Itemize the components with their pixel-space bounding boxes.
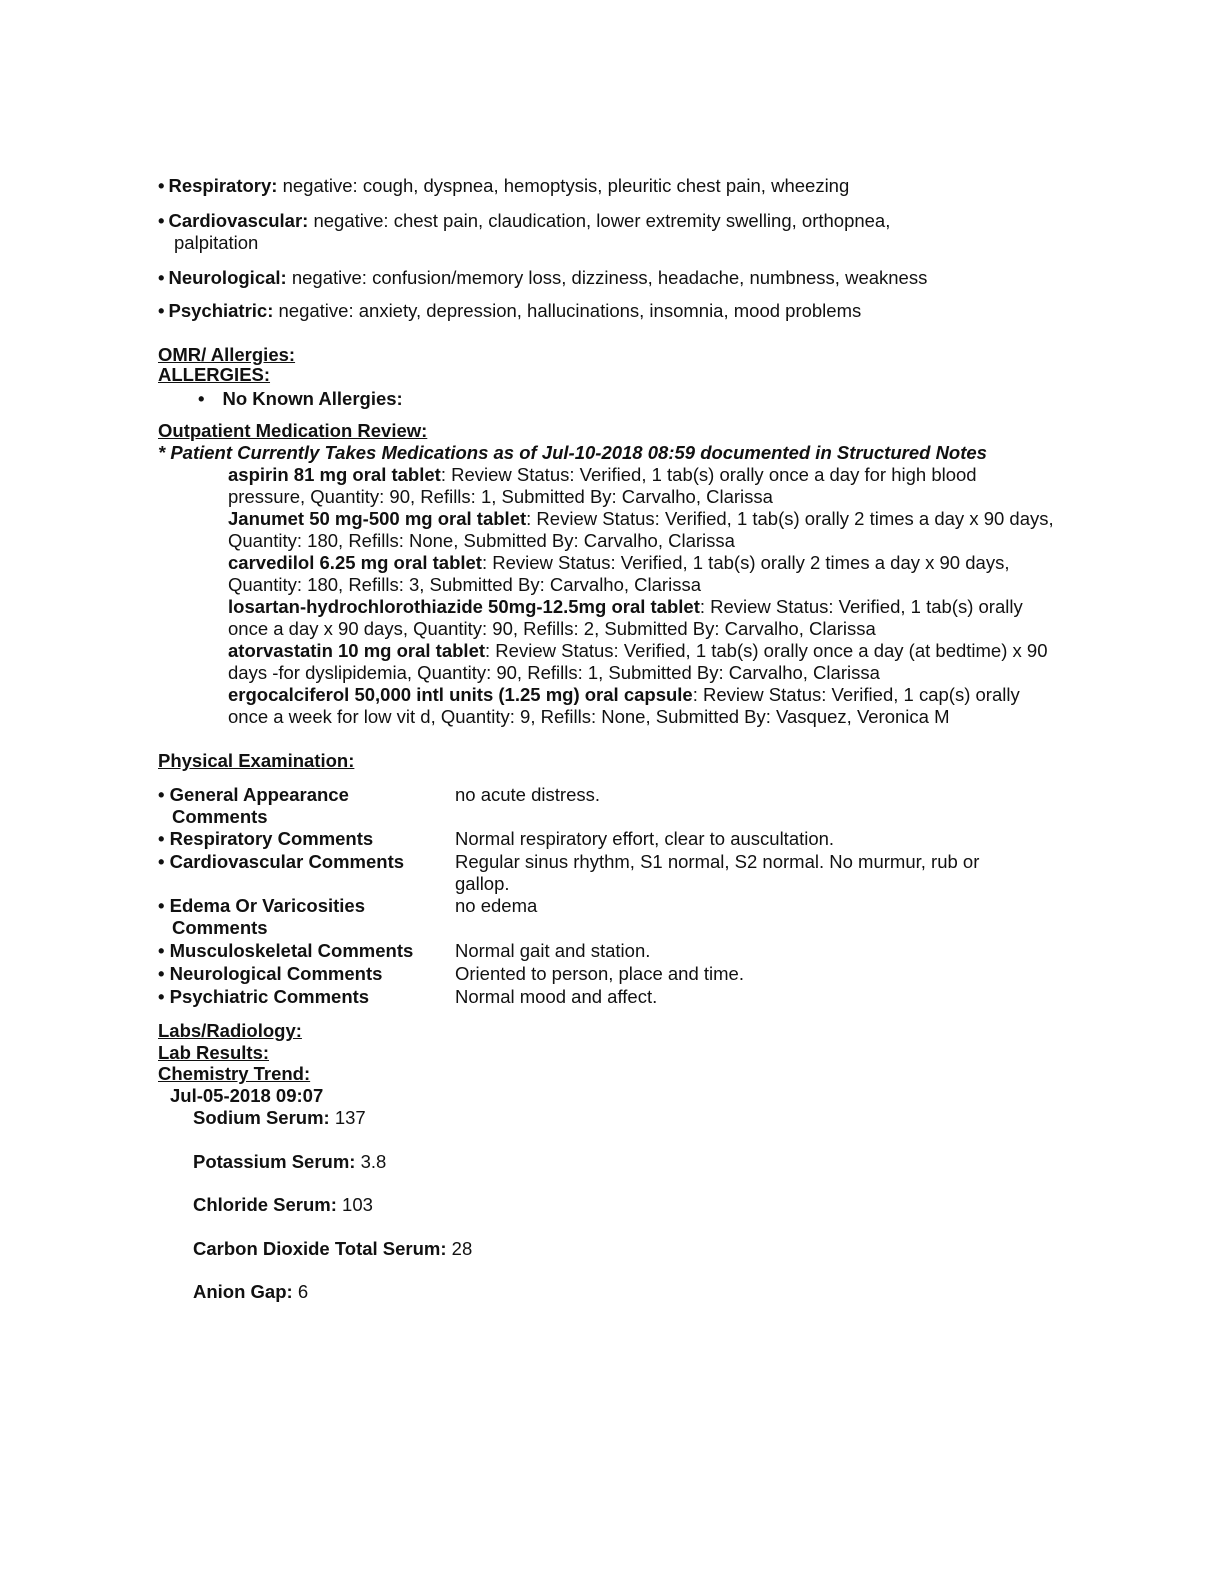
exam-value: no edema xyxy=(455,895,538,916)
medication-details: : Review Status: Verified, 1 tab(s) orally once a day (at bedtime) x 90 days -for dyslipidemia, Quantity: 90, Refills: 1, Submitted By: Carvalho, Clarissa xyxy=(228,640,1048,683)
medication-details: : Review Status: Verified, 1 tab(s) orally once a day for high blood pressure, Quantity: 90, Refills: 1, Submitted By: Carvalho, Clarissa xyxy=(228,464,977,507)
chemistry-trend-title: Chemistry Trend: xyxy=(158,1063,311,1084)
medication-name: Janumet 50 mg-500 mg oral tablet xyxy=(228,508,527,529)
exam-label: • Edema Or Varicosities Comments xyxy=(158,895,366,938)
medication-item xyxy=(228,464,1058,508)
medication-item xyxy=(228,640,1058,684)
ros-label: Neurological: xyxy=(168,267,287,288)
exam-value: Normal gait and station. xyxy=(455,940,651,961)
allergy-item-text: No Known Allergies: xyxy=(222,388,403,409)
ros-text: negative: cough, dyspnea, hemoptysis, pleuritic chest pain, wheezing xyxy=(277,175,850,196)
exam-value: Regular sinus rhythm, S1 normal, S2 normal. No murmur, rub or gallop. xyxy=(455,851,980,894)
medication-section-title: Outpatient Medication Review: xyxy=(158,420,428,441)
medication-details: : Review Status: Verified, 1 tab(s) orally 2 times a day x 90 days, Quantity: 180, Refills: 3, Submitted By: Carvalho, Clarissa xyxy=(228,552,1010,595)
allergies-subtitle: ALLERGIES: xyxy=(158,364,271,385)
medication-details: : Review Status: Verified, 1 cap(s) orally once a week for low vit d, Quantity: 9, Refills: None, Submitted By: Vasquez, Veronica M xyxy=(228,684,1020,727)
ros-neurological: • Neurological: negative: confusion/memory loss, dizziness, headache, numbness, weakness xyxy=(158,267,928,288)
medication-list xyxy=(228,464,1058,728)
allergies-section-title: OMR/ Allergies: xyxy=(158,344,296,365)
lab-date: Jul-05-2018 09:07 xyxy=(170,1085,324,1106)
ros-label: Respiratory: xyxy=(168,175,278,196)
exam-label: • Cardiovascular Comments xyxy=(158,851,405,872)
medication-name: aspirin 81 mg oral tablet xyxy=(228,464,441,485)
ros-text: negative: anxiety, depression, hallucinations, insomnia, mood problems xyxy=(273,300,862,321)
lab-results-title: Lab Results: xyxy=(158,1042,270,1063)
medication-name: losartan-hydrochlorothiazide 50mg-12.5mg oral tablet xyxy=(228,596,700,617)
exam-value: no acute distress. xyxy=(455,784,600,805)
ros-text: negative: confusion/memory loss, dizziness, headache, numbness, weakness xyxy=(286,267,928,288)
ros-label: Psychiatric: xyxy=(168,300,274,321)
lab-result-potassium: Potassium Serum: 3.8 xyxy=(193,1151,387,1172)
allergy-item: • No Known Allergies: xyxy=(198,388,403,409)
medication-name: atorvastatin 10 mg oral tablet xyxy=(228,640,486,661)
medication-name: carvedilol 6.25 mg oral tablet xyxy=(228,552,482,573)
ros-text: negative: chest pain, claudication, lower extremity swelling, orthopnea, xyxy=(308,210,891,231)
medication-details: : Review Status: Verified, 1 tab(s) orally once a day x 90 days, Quantity: 90, Refills: 2, Submitted By: Carvalho, Clarissa xyxy=(228,596,1023,639)
medication-note: * Patient Currently Takes Medications as of Jul-10-2018 08:59 documented in Structured Notes xyxy=(158,442,987,463)
lab-result-chloride: Chloride Serum: 103 xyxy=(193,1194,373,1215)
exam-label: • General Appearance Comments xyxy=(158,784,349,827)
exam-value: Oriented to person, place and time. xyxy=(455,963,744,984)
medication-item xyxy=(228,596,1058,640)
exam-label: • Respiratory Comments xyxy=(158,828,374,849)
exam-label: • Musculoskeletal Comments xyxy=(158,940,414,961)
physical-exam-section-title: Physical Examination: xyxy=(158,750,355,771)
exam-label: • Psychiatric Comments xyxy=(158,986,370,1007)
ros-psychiatric: • Psychiatric: negative: anxiety, depression, hallucinations, insomnia, mood problems xyxy=(158,300,862,321)
labs-section-title: Labs/Radiology: xyxy=(158,1020,302,1041)
ros-cardiovascular: • Cardiovascular: negative: chest pain, claudication, lower extremity swelling, orthopnea, palpitation xyxy=(158,210,978,254)
exam-value: Normal respiratory effort, clear to auscultation. xyxy=(455,828,835,849)
medication-item xyxy=(228,552,1058,596)
medication-details: : Review Status: Verified, 1 tab(s) orally 2 times a day x 90 days, Quantity: 180, Refills: None, Submitted By: Carvalho, Clarissa xyxy=(228,508,1054,551)
medication-item xyxy=(228,508,1058,552)
lab-result-sodium: Sodium Serum: 137 xyxy=(193,1107,366,1128)
medication-name: ergocalciferol 50,000 intl units (1.25 mg) oral capsule xyxy=(228,684,693,705)
exam-label: • Neurological Comments xyxy=(158,963,383,984)
ros-label: Cardiovascular: xyxy=(168,210,309,231)
medication-item xyxy=(228,684,1058,728)
lab-result-carbon-dioxide: Carbon Dioxide Total Serum: 28 xyxy=(193,1238,473,1259)
lab-result-anion-gap: Anion Gap: 6 xyxy=(193,1281,309,1302)
ros-text-cont: palpitation xyxy=(174,232,259,253)
ros-respiratory: • Respiratory: negative: cough, dyspnea, hemoptysis, pleuritic chest pain, wheezing xyxy=(158,175,850,196)
exam-value: Normal mood and affect. xyxy=(455,986,658,1007)
